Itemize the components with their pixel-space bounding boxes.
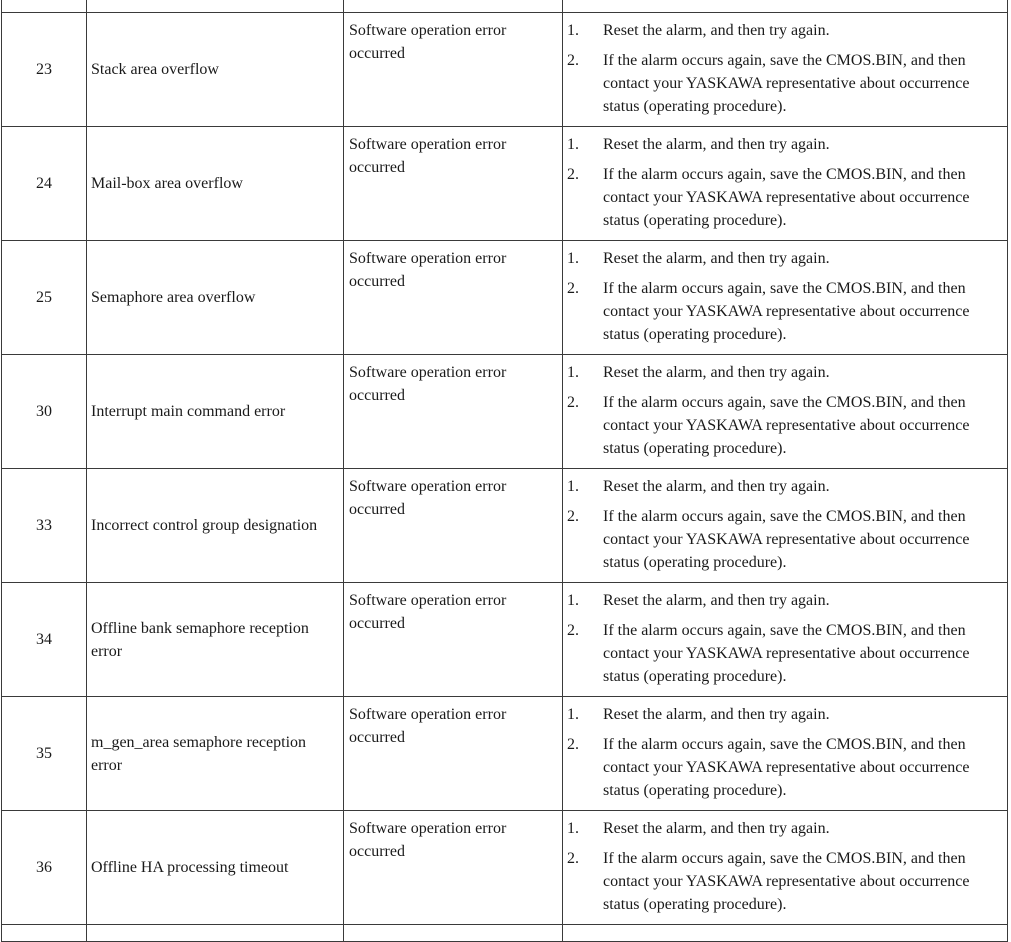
remedy-step	[567, 391, 999, 460]
remedy-step	[567, 277, 999, 346]
remedy-step-number: 2.	[567, 736, 579, 753]
table-row	[2, 469, 1008, 583]
remedy-step-number: 2.	[567, 508, 579, 525]
remedy-step	[567, 133, 999, 156]
table-row	[2, 241, 1008, 355]
alarm-name: Incorrect control group designation	[87, 469, 344, 583]
alarm-number: 34	[2, 583, 87, 697]
remedy-step-text: Reset the alarm, and then try again.	[603, 136, 830, 153]
remedy-step	[567, 847, 999, 916]
previous-row-remedy-cell	[563, 0, 1008, 13]
remedy-step	[567, 475, 999, 498]
next-row-remedy-cell	[563, 925, 1008, 942]
alarm-number: 33	[2, 469, 87, 583]
remedy-step-text: Reset the alarm, and then try again.	[603, 820, 830, 837]
alarm-name: Offline HA processing timeout	[87, 811, 344, 925]
remedy-step-text: If the alarm occurs again, save the CMOS.BIN, and then contact your YASKAWA representative about occurrence status (operating procedure).	[603, 52, 970, 115]
previous-row-name-cell	[87, 0, 344, 13]
remedy-step	[567, 817, 999, 840]
previous-row-fragment	[2, 0, 1008, 13]
alarm-cause: Software operation error occurred	[349, 250, 507, 290]
remedy-step-number: 2.	[567, 850, 579, 867]
remedy-step-number: 1.	[567, 592, 579, 609]
alarm-number: 30	[2, 355, 87, 469]
remedy-step-text: If the alarm occurs again, save the CMOS.BIN, and then contact your YASKAWA representative about occurrence status (operating procedure).	[603, 280, 970, 343]
remedy-step-text: If the alarm occurs again, save the CMOS.BIN, and then contact your YASKAWA representative about occurrence status (operating procedure).	[603, 736, 970, 799]
remedy-step-text: If the alarm occurs again, save the CMOS.BIN, and then contact your YASKAWA representative about occurrence status (operating procedure).	[603, 850, 970, 913]
alarm-number: 24	[2, 127, 87, 241]
alarm-name: Semaphore area overflow	[87, 241, 344, 355]
remedy-step-text: Reset the alarm, and then try again.	[603, 22, 830, 39]
alarm-cause: Software operation error occurred	[349, 22, 507, 62]
remedy-step-number: 1.	[567, 364, 579, 381]
alarm-remedy-cell	[563, 241, 1008, 355]
remedy-step-text: If the alarm occurs again, save the CMOS.BIN, and then contact your YASKAWA representative about occurrence status (operating procedure).	[603, 166, 970, 229]
remedy-step-number: 2.	[567, 622, 579, 639]
alarm-number: 25	[2, 241, 87, 355]
alarm-cause: Software operation error occurred	[349, 478, 507, 518]
remedy-step-text: Reset the alarm, and then try again.	[603, 250, 830, 267]
remedy-step-number: 1.	[567, 820, 579, 837]
remedy-step	[567, 619, 999, 688]
alarm-cause-cell	[344, 697, 563, 811]
alarm-cause-cell	[344, 469, 563, 583]
alarm-table	[1, 0, 1008, 942]
remedy-step	[567, 505, 999, 574]
remedy-step-text: Reset the alarm, and then try again.	[603, 706, 830, 723]
table-row	[2, 127, 1008, 241]
remedy-step-number: 1.	[567, 250, 579, 267]
alarm-name: m_gen_area semaphore reception error	[87, 697, 344, 811]
remedy-step-text: Reset the alarm, and then try again.	[603, 592, 830, 609]
alarm-cause-cell	[344, 355, 563, 469]
alarm-cause: Software operation error occurred	[349, 592, 507, 632]
previous-row-number-cell	[2, 0, 87, 13]
table-row	[2, 697, 1008, 811]
alarm-name: Stack area overflow	[87, 13, 344, 127]
remedy-step	[567, 19, 999, 42]
alarm-remedy-cell	[563, 127, 1008, 241]
alarm-remedy-cell	[563, 697, 1008, 811]
next-row-cause-cell	[344, 925, 563, 942]
alarm-name: Mail-box area overflow	[87, 127, 344, 241]
next-row-fragment	[2, 925, 1008, 942]
alarm-cause-cell	[344, 241, 563, 355]
remedy-step	[567, 247, 999, 270]
alarm-cause-cell	[344, 13, 563, 127]
alarm-remedy-cell	[563, 811, 1008, 925]
remedy-step-text: If the alarm occurs again, save the CMOS.BIN, and then contact your YASKAWA representative about occurrence status (operating procedure).	[603, 622, 970, 685]
remedy-step-text: If the alarm occurs again, save the CMOS.BIN, and then contact your YASKAWA representative about occurrence status (operating procedure).	[603, 508, 970, 571]
remedy-step-text: If the alarm occurs again, save the CMOS.BIN, and then contact your YASKAWA representative about occurrence status (operating procedure).	[603, 394, 970, 457]
next-row-name-cell	[87, 925, 344, 942]
table-row	[2, 13, 1008, 127]
alarm-cause-cell	[344, 583, 563, 697]
remedy-step-text: Reset the alarm, and then try again.	[603, 478, 830, 495]
next-row-number-cell	[2, 925, 87, 942]
alarm-cause: Software operation error occurred	[349, 136, 507, 176]
remedy-step-number: 1.	[567, 706, 579, 723]
table-row	[2, 355, 1008, 469]
remedy-step-number: 1.	[567, 478, 579, 495]
alarm-remedy-cell	[563, 583, 1008, 697]
alarm-cause-cell	[344, 811, 563, 925]
alarm-cause: Software operation error occurred	[349, 706, 507, 746]
alarm-remedy-cell	[563, 469, 1008, 583]
remedy-step-number: 2.	[567, 394, 579, 411]
remedy-step	[567, 589, 999, 612]
remedy-step	[567, 733, 999, 802]
remedy-step	[567, 49, 999, 118]
alarm-remedy-cell	[563, 13, 1008, 127]
remedy-step	[567, 703, 999, 726]
alarm-remedy-cell	[563, 355, 1008, 469]
remedy-step-number: 2.	[567, 166, 579, 183]
remedy-step-number: 1.	[567, 136, 579, 153]
alarm-name: Interrupt main command error	[87, 355, 344, 469]
alarm-number: 23	[2, 13, 87, 127]
alarm-name: Offline bank semaphore reception error	[87, 583, 344, 697]
table-row	[2, 811, 1008, 925]
remedy-step-text: Reset the alarm, and then try again.	[603, 364, 830, 381]
alarm-cause: Software operation error occurred	[349, 364, 507, 404]
table-row	[2, 583, 1008, 697]
alarm-table-body	[2, 0, 1008, 942]
previous-row-cause-cell	[344, 0, 563, 13]
alarm-cause-cell	[344, 127, 563, 241]
remedy-step-number: 2.	[567, 280, 579, 297]
remedy-step-number: 2.	[567, 52, 579, 69]
remedy-step-number: 1.	[567, 22, 579, 39]
remedy-step	[567, 361, 999, 384]
remedy-step	[567, 163, 999, 232]
alarm-cause: Software operation error occurred	[349, 820, 507, 860]
alarm-number: 35	[2, 697, 87, 811]
alarm-number: 36	[2, 811, 87, 925]
